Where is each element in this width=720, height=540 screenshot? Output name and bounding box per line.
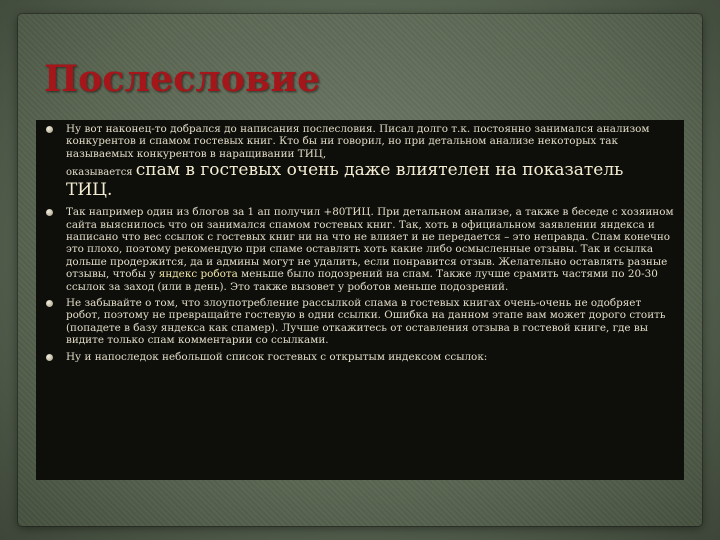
bullet-2-highlight: яндекс робота (158, 268, 238, 281)
bullet-icon (46, 209, 53, 216)
content-box (36, 120, 684, 480)
bullet-1-emphasis: спам в гостевых очень даже влиятелен на показатель ТИЦ (66, 160, 624, 201)
bullet-icon (46, 126, 53, 133)
bullet-item-4 (44, 351, 674, 363)
bullet-1-text: Ну вот наконец-то добрался до написания послесловия. Писал долго т.к. постоянно занимался анализом конкурентов и спамом гостевых книг. Кто бы ни говорил, но при детальном анализе некоторых так называемых конкурентов в наращивании ТИЦ, (66, 123, 650, 160)
bullet-icon (46, 300, 53, 307)
slide-title: Послесловие (44, 58, 321, 100)
bullet-1-suffix: . (107, 180, 113, 201)
bullet-2-text-after: меньше было подозрений на спам. Также лучше срамить частями по 20-30 ссылок за заход (или в день). Это также вызовет у роботов меньше подозрений. (66, 268, 658, 293)
bullet-3-text: Не забывайте о том, что злоупотребление рассылкой спама в гостевых книгах очень-очень не одобряет робот, поэтому не превращайте гостевую в одни ссылки. Ошибка на данном этапе вам может дорого стоить (попадете в базу яндекса как спамер). Лучше откажитесь от оставления отзыва в гостевой книге, где вы видите только спам комментарии со ссылками. (66, 297, 666, 347)
bullet-1-prefix: оказывается (66, 167, 136, 179)
bullet-2-text-before: Так например один из блогов за 1 ап получил +80ТИЦ. При детальном анализе, а также в беседе с хозяином сайта выяснилось что он занимался спамом гостевых книг. Так, хоть в официальном заявлении яндекса и написано что вес ссылок с гостевых книг ни на что не влияет и не передается – это неправда. Спам конечно это плохо, поэтому рекомендую при спаме оставлять хоть какие либо осмысленные отзывы. Так и ссылка дольше продержится, да и админы могут не удалить, если понравится отзыв. Желательно оставлять разные отзывы, чтобы у (66, 206, 674, 281)
bullet-icon (46, 354, 53, 361)
bullet-item-1 (44, 123, 674, 200)
bullet-4-text: Ну и напоследок небольшой список гостевых с открытым индексом ссылок: (66, 350, 488, 363)
bullet-item-2 (44, 206, 674, 293)
bullet-item-3 (44, 297, 674, 347)
